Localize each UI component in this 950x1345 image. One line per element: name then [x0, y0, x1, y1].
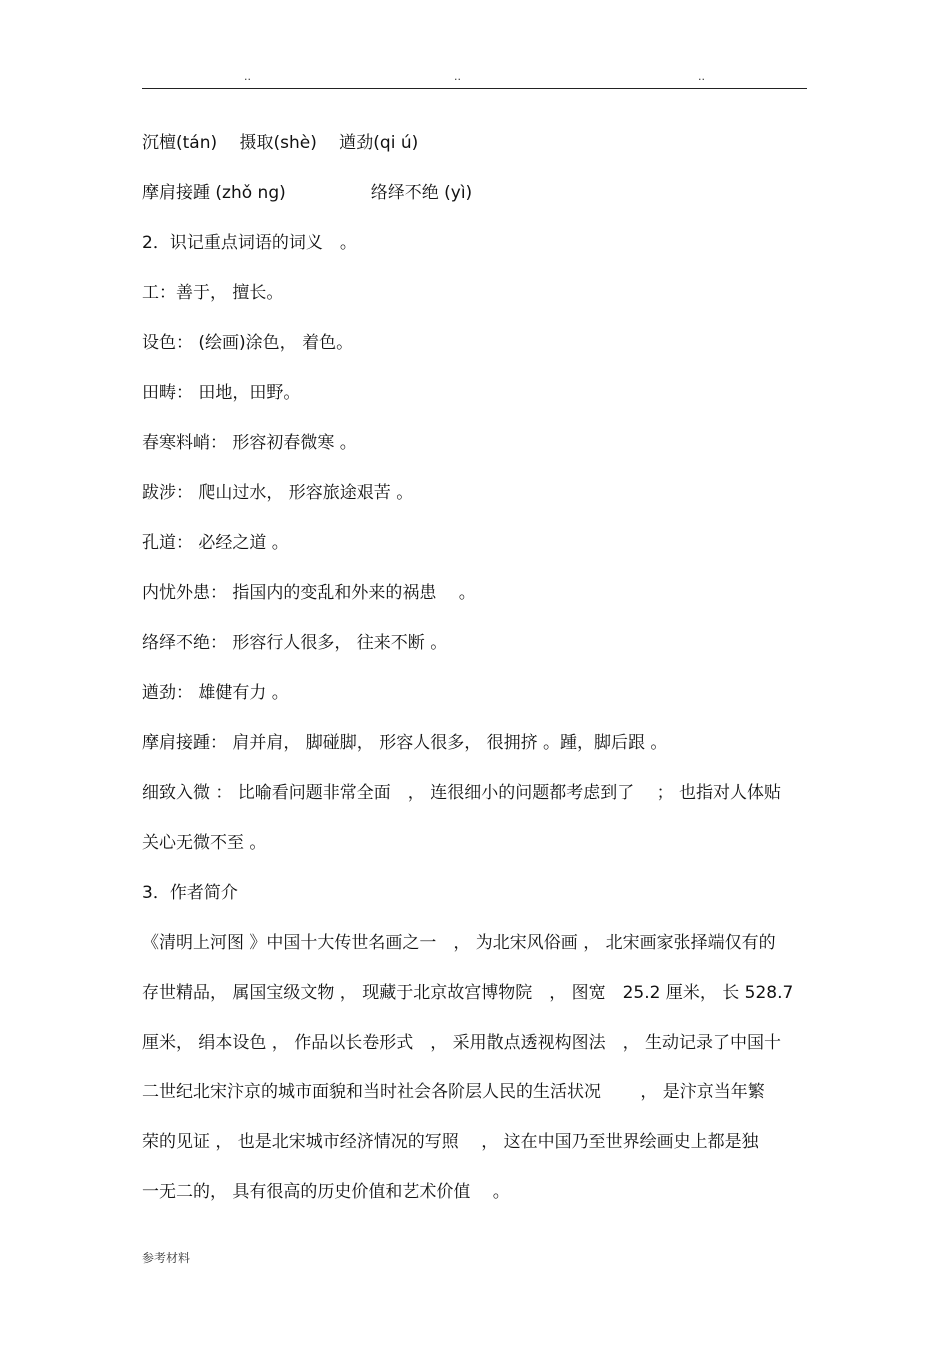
- paragraph-line: 二世纪北宋汴京的城市面貌和当时社会各阶层人民的生活状况 ， 是汴京当年繁: [142, 1082, 765, 1102]
- header-dots-left: ..: [244, 70, 251, 83]
- paragraph-line: 一无二的， 具有很高的历史价值和艺术价值 。: [142, 1182, 510, 1202]
- body-line: 孔道： 必经之道 。: [142, 533, 289, 553]
- header-dots-center: ..: [454, 70, 461, 83]
- body-line: 田畴： 田地，田野。: [142, 383, 301, 403]
- section-heading: 3．作者简介: [142, 883, 238, 903]
- body-line: 设色： (绘画)涂色， 着色。: [142, 333, 354, 353]
- body-line: 关心无微不至 。: [142, 833, 267, 853]
- body-line: 遒劲： 雄健有力 。: [142, 683, 289, 703]
- body-line: 跋涉： 爬山过水， 形容旅途艰苦 。: [142, 483, 414, 503]
- body-line: 摩肩接踵： 肩并肩， 脚碰脚， 形容人很多， 很拥挤 。踵，脚后跟 。: [142, 733, 668, 753]
- header-rule: [142, 88, 807, 89]
- body-line: 工：善于， 擅长。: [142, 283, 284, 303]
- header-dots-right: ..: [698, 70, 705, 83]
- body-line: 摩肩接踵 (zhǒ ng) 络绎不绝 (yì): [142, 183, 473, 203]
- paragraph-line: 存世精品， 属国宝级文物 ， 现藏于北京故宫博物院 ， 图宽 25.2 厘米， 长 528.7: [142, 983, 794, 1003]
- body-line: 细致入微 ： 比喻看问题非常全面 ， 连很细小的问题都考虑到了 ； 也指对人体贴: [142, 783, 782, 803]
- body-line: 沉檀(tán) 摄取(shè) 遒劲(qi ú): [142, 133, 419, 153]
- body-line: 春寒料峭： 形容初春微寒 。: [142, 433, 357, 453]
- paragraph-line: 《清明上河图 》中国十大传世名画之一 ， 为北宋风俗画 ， 北宋画家张择端仅有的: [142, 933, 776, 953]
- body-line: 络绎不绝： 形容行人很多， 往来不断 。: [142, 633, 448, 653]
- paragraph-line: 厘米， 绢本设色 ， 作品以长卷形式 ， 采用散点透视构图法 ， 生动记录了中国十: [142, 1033, 782, 1053]
- paragraph-line: 荣的见证 ， 也是北宋城市经济情况的写照 ， 这在中国乃至世界绘画史上都是独: [142, 1132, 759, 1152]
- page-footer: 参考材料: [142, 1251, 191, 1265]
- section-heading: 2．识记重点词语的词义 。: [142, 233, 357, 253]
- body-line: 内忧外患： 指国内的变乱和外来的祸患 。: [142, 583, 476, 603]
